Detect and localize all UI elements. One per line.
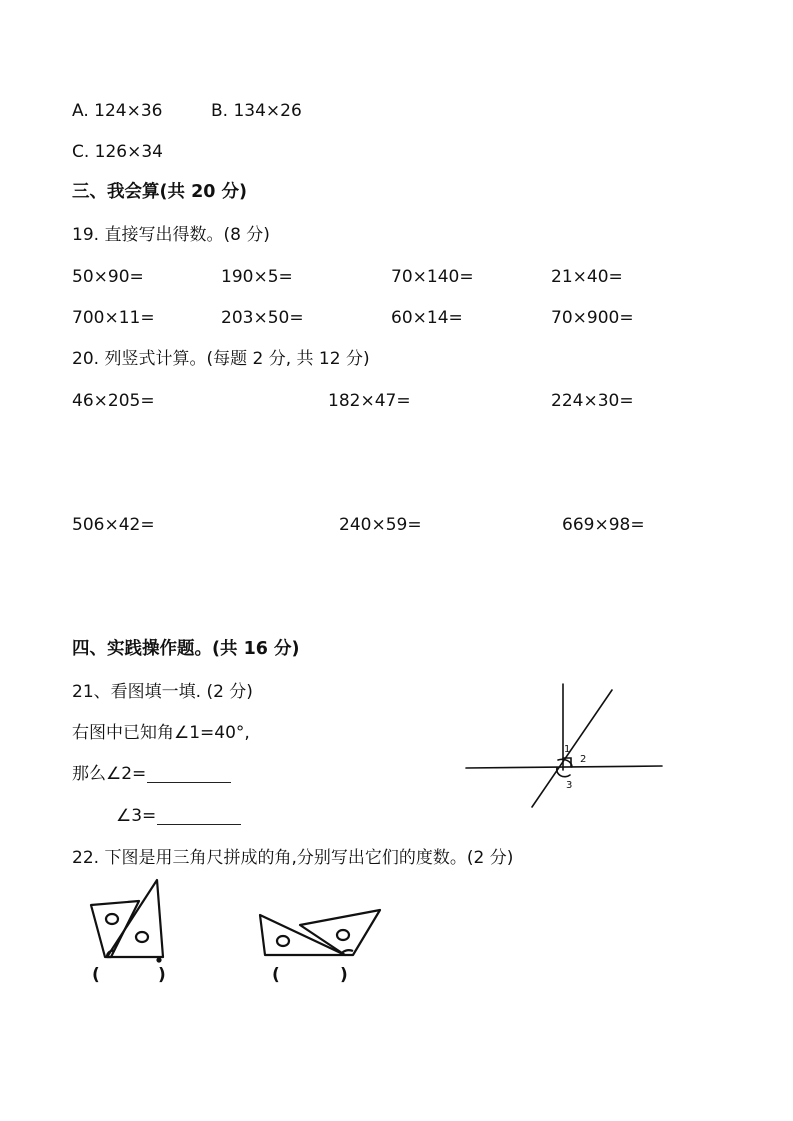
answer-paren-close-b: ) xyxy=(340,965,348,985)
answer-paren-close-a: ) xyxy=(158,965,166,985)
q21-angle3-line xyxy=(116,808,241,825)
angle-label-2: 2 xyxy=(580,754,587,765)
set-square-figure-a xyxy=(85,875,175,965)
q20-item: 669×98= xyxy=(562,515,645,535)
q19-item: 700×11= xyxy=(72,308,155,328)
answer-slot-a[interactable] xyxy=(104,966,154,984)
q19-item: 190×5= xyxy=(221,267,293,287)
q20-title: 20. 列竖式计算。(每题 2 分, 共 12 分) xyxy=(72,349,370,369)
q21-angle2-line xyxy=(72,766,231,783)
choice-a: A. 124×36 xyxy=(72,101,163,121)
angle-figure xyxy=(462,680,667,810)
q20-item: 506×42= xyxy=(72,515,155,535)
choice-c: C. 126×34 xyxy=(72,142,164,162)
q20-item: 46×205= xyxy=(72,391,155,411)
q19-item: 50×90= xyxy=(72,267,144,287)
q19-item: 70×140= xyxy=(391,267,474,287)
q20-item: 240×59= xyxy=(339,515,422,535)
answer-paren-open-b: ( xyxy=(272,965,280,985)
q19-item: 70×900= xyxy=(551,308,634,328)
q19-item: 60×14= xyxy=(391,308,463,328)
q19-item: 203×50= xyxy=(221,308,304,328)
answer-slot-b[interactable] xyxy=(284,966,336,984)
answer-paren-open-a: ( xyxy=(92,965,100,985)
q19-item: 21×40= xyxy=(551,267,623,287)
angle-label-1: 1 xyxy=(564,744,571,755)
q21-angle2-label: 那么∠2= xyxy=(72,764,147,784)
q20-item: 224×30= xyxy=(551,391,634,411)
set-square-figure-b xyxy=(255,905,385,960)
choice-b: B. 134×26 xyxy=(211,101,302,121)
q21-given: 右图中已知角∠1=40°, xyxy=(72,723,250,743)
angle2-answer-blank[interactable] xyxy=(147,766,231,783)
section3-heading: 三、我会算(共 20 分) xyxy=(72,182,248,202)
angle3-answer-blank[interactable] xyxy=(157,808,241,825)
q20-item: 182×47= xyxy=(328,391,411,411)
section4-heading: 四、实践操作题。(共 16 分) xyxy=(72,639,300,659)
q22-title: 22. 下图是用三角尺拼成的角,分别写出它们的度数。(2 分) xyxy=(72,848,514,868)
q19-title: 19. 直接写出得数。(8 分) xyxy=(72,225,270,245)
q21-title: 21、看图填一填. (2 分) xyxy=(72,682,253,702)
angle-label-3: 3 xyxy=(566,780,573,791)
q21-angle3-label: ∠3= xyxy=(116,806,157,826)
